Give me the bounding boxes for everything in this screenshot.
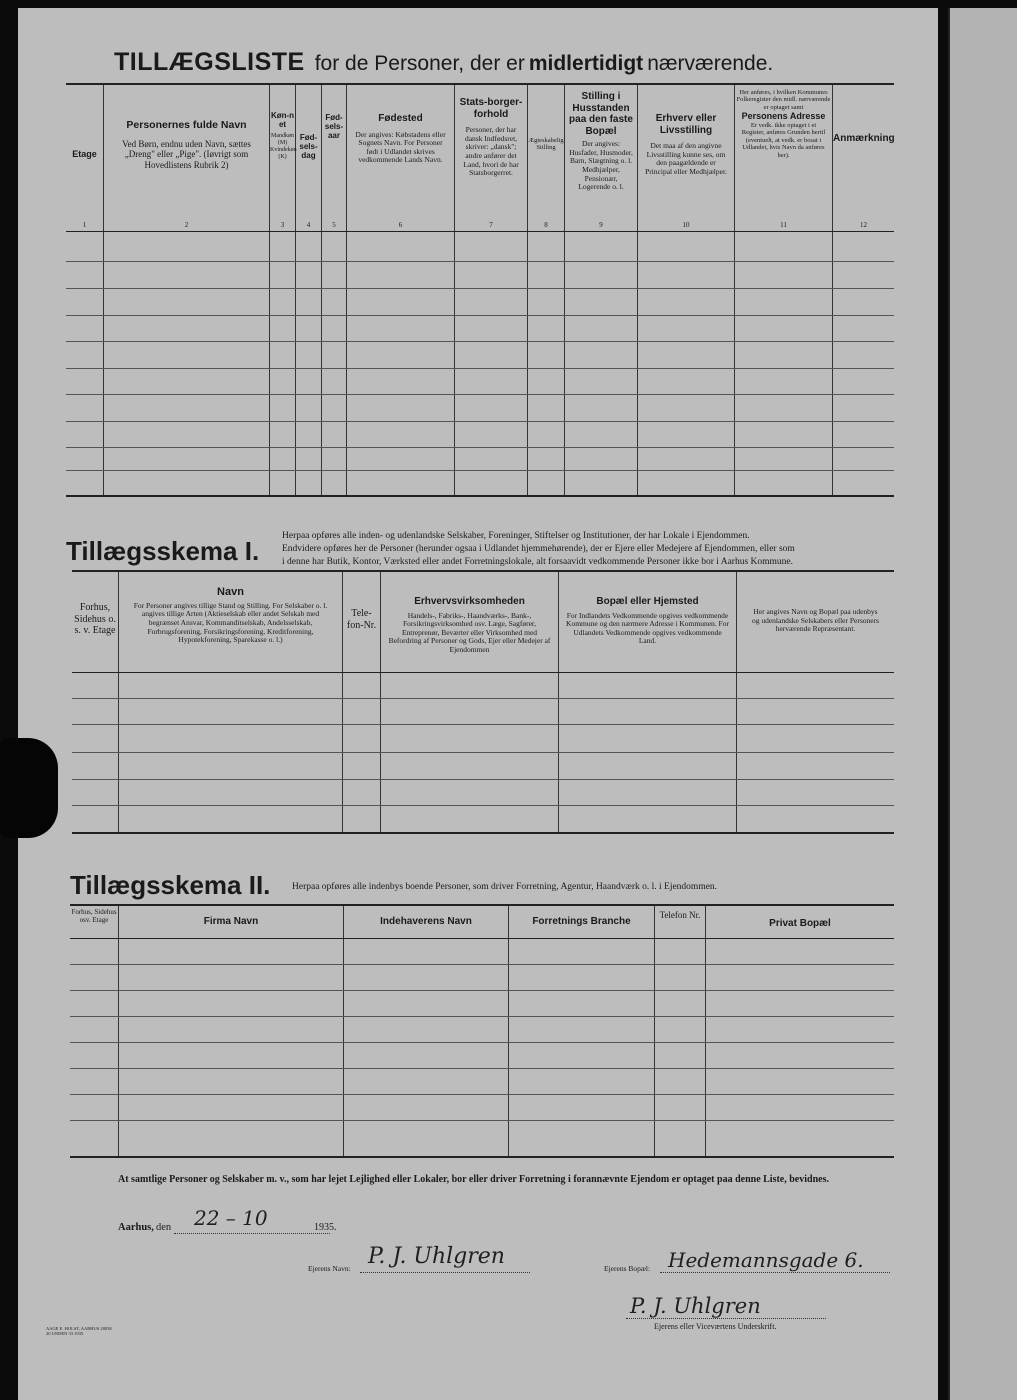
col-num-6: 6 xyxy=(398,221,403,229)
skema1-title: Tillægsskema I. xyxy=(66,536,260,566)
title-rest-3: nærværende. xyxy=(647,52,774,75)
col-stilling: Stilling i Husstanden paa den faste Bopæl Der angives: Husfader, Husmoder, Barn, Slægtning o. l. Medhjælper, Pensionær, Logerende o. l. xyxy=(569,91,633,192)
skema2-col-firma: Firma Navn xyxy=(203,916,259,927)
skema2-col-indehaver: Indehaverens Navn xyxy=(380,916,472,927)
den-label: den xyxy=(156,1222,172,1233)
skema2-col-etage: Forhus, Sidehus osv. Etage xyxy=(71,908,117,925)
signature-label: Ejerens eller Viceværtens Underskrift. xyxy=(654,1322,777,1331)
skema1-table xyxy=(72,570,894,834)
skema2-table xyxy=(70,904,894,1158)
col-num-3: 3 xyxy=(280,221,285,229)
skema1-col-etage: Forhus, Sidehus o. s. v. Etage xyxy=(74,602,116,636)
date-handwritten: 22 – 10 xyxy=(194,1206,268,1230)
col-anmaerkning: Anmærkning xyxy=(833,133,895,144)
skema1-col-navn: Navn For Personer angives tillige Stand og Stilling. For Selskaber o. l. angives tillige Arten (Aktieselskab eller andet Selskab med begrænset Ansvar, Kommanditselskab, Andelsselskab, Forbrugsforening, Forsikringsforening, Kreditforening, Hypotekforening, Sparekasse o. l.) xyxy=(133,586,328,645)
printer-imprint: AAGE E. HOLST, AARHUS 28038 20 UNDEN 33 1935 xyxy=(46,1326,112,1337)
owner-address-label: Ejerens Bopæl: xyxy=(604,1264,651,1273)
col-num-12: 12 xyxy=(860,221,867,229)
col-num-1: 1 xyxy=(82,221,87,229)
form-title xyxy=(114,48,934,77)
col-foedselsdag: Fød-sels-dag xyxy=(299,133,318,161)
owner-address-handwritten: Hedemannsgade 6. xyxy=(668,1248,864,1272)
adjacent-page-edge xyxy=(948,8,1017,1400)
thumb-shadow xyxy=(0,738,58,838)
col-koen: Køn-net Mandkøn (M) Kvindekøn (K) xyxy=(270,111,297,161)
col-num-8: 8 xyxy=(544,221,548,229)
title-rest-2: midlertidigt xyxy=(528,52,644,75)
col-num-10: 10 xyxy=(682,221,690,229)
col-num-9: 9 xyxy=(599,221,603,229)
col-erhverv: Erhverv eller Livsstilling Det maa af den angivne Livsstilling kunne ses, om den paagældende er Principal eller Medhjælper. xyxy=(645,113,727,176)
col-num-7: 7 xyxy=(489,221,493,229)
col-foedested: Fødested Der angives: Købstadens eller Sognets Navn. For Personer født i Udlandet skrives vedkommende Lands Navn. xyxy=(355,113,446,165)
col-num-5: 5 xyxy=(332,221,336,229)
col-navn: Personernes fulde Navn Ved Børn, endnu uden Navn, sættes „Dreng" eller „Pige". (Iøvrigt som Hovedlistens Rubrik 2) xyxy=(122,119,251,170)
year-label: 1935. xyxy=(314,1222,337,1233)
census-form-page xyxy=(18,8,938,1400)
tillaegsliste-table xyxy=(66,83,894,497)
col-num-2: 2 xyxy=(184,221,189,229)
col-statsborger: Stats-borger-forhold Personer, der har dansk Indfødsret, skriver: „dansk"; andre anfører det Land, hvori de har Statsborgerret. xyxy=(459,97,523,178)
skema1-intro: Herpaa opføres alle inden- og udenlandske Selskaber, Foreninger, Stiftelser og Institutioner, der har Lokale i Ejendommen. Endvidere opføres her de Personer (herunder ogsaa i Udlandet hjemmehørende), der er Ejere eller Medejere af Ejendommen, eller som i denne har Butik, Kontor, Værksted eller andet Forretningslokale, alt forsaavidt vedkommende Personer ikke bor i Aarhus Kommune. xyxy=(282,531,795,567)
owner-name-handwritten: P. J. Uhlgren xyxy=(368,1244,505,1269)
col-foedselsaar: Fød-sels-aar xyxy=(324,113,344,141)
signature-handwritten: P. J. Uhlgren xyxy=(630,1294,761,1318)
skema2-intro: Herpaa opføres alle indenbys boende Personer, som driver Forretning, Agentur, Haandværk o. l. i Ejendommen. xyxy=(292,882,718,892)
skema1-col-bopael: Bopæl eller Hjemsted For Indlandets Vedkommende opgives vedkommende Kommune og den nærmere Adresse i Kommunen. For Udlandets Vedkommende opgives vedkommende Land. xyxy=(566,596,729,646)
col-etage: Etage xyxy=(72,149,97,159)
skema2-col-telefon: Telefon Nr. xyxy=(659,910,701,920)
skema2-title: Tillægsskema II. xyxy=(70,870,271,900)
col-num-4: 4 xyxy=(306,221,311,229)
skema2-col-privat-bopael: Privat Bopæl xyxy=(769,918,831,929)
signature-line xyxy=(626,1318,826,1319)
city-label: Aarhus, xyxy=(118,1222,154,1233)
col-adresse: Her anføres, i hvilken Kommunes Folkeregister den midl. nærværende er optaget samt Personens Adresse Er vedk. ikke optaget i et Register, anføres Grunden hertil (eventuelt, at vedk. er bosat i Udlandet, hvis Navn da anføres her). xyxy=(736,89,831,159)
owner-address-line xyxy=(660,1272,890,1273)
skema1-col-erhverv: Erhvervsvirksomheden Handels-, Fabriks-, Haandværks-, Bank-, Forsikringsvirksomhed osv. Læge, Sagfører, Entreprenør, Beværter eller Virksomhed med Befordring af Personer og Gods, Ejer eller Medejer af Ejendommen xyxy=(388,596,551,654)
skema1-col-repraesentant: Her angives Navn og Bopæl paa udenbys og udenlandske Selskabers eller Personers herværende Repræsentant. xyxy=(751,607,880,634)
col-num-11: 11 xyxy=(780,221,787,229)
title-main: TILLÆGSLISTE xyxy=(114,48,305,76)
date-line xyxy=(174,1233,330,1234)
skema2-col-branche: Forretnings Branche xyxy=(532,916,631,927)
col-aegteskab: Ægteskabelig Stilling xyxy=(528,137,564,152)
owner-name-line xyxy=(360,1272,530,1273)
title-rest-1: for de Personer, der er xyxy=(314,52,525,75)
skema1-col-telefon: Tele-fon-Nr. xyxy=(346,608,377,631)
owner-name-label: Ejerens Navn: xyxy=(308,1264,351,1273)
declaration-text: At samtlige Personer og Selskaber m. v., som har lejet Lejlighed eller Lokaler, bor eller driver Forretning i forannævnte Ejendom er optaget paa denne Liste, bevidnes. xyxy=(118,1174,829,1185)
